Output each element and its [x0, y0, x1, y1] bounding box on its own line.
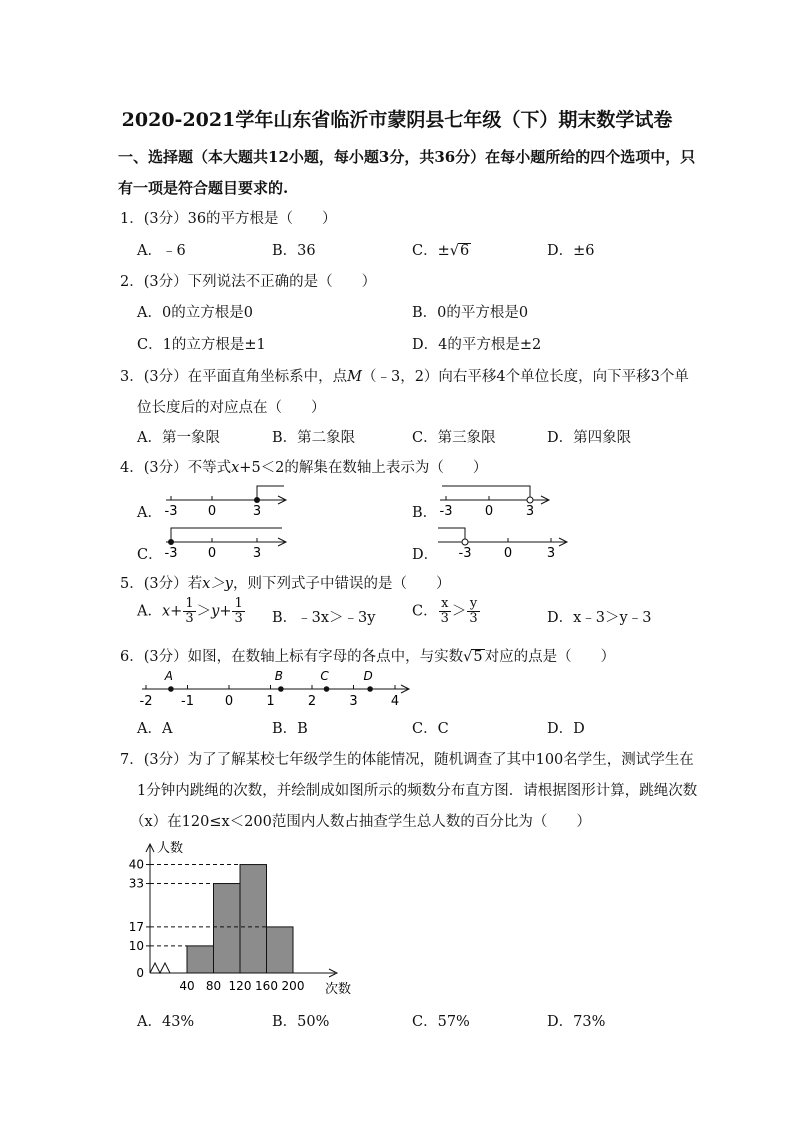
histogram-bar [214, 884, 241, 973]
q6-option-c[interactable]: C．C [412, 721, 449, 737]
fraction-x-over-3 [439, 597, 451, 626]
q4-var-x: x [231, 460, 240, 476]
tick-label-3: 3 [252, 504, 262, 519]
q7-option-c[interactable]: C．57% [412, 1014, 470, 1030]
q4-option-d[interactable]: D． [412, 547, 439, 563]
x-tick-label: 200 [281, 979, 305, 993]
q2-option-b[interactable]: B．0的平方根是0 [412, 305, 529, 321]
q3-option-c[interactable]: C．第三象限 [412, 430, 496, 446]
q4-stem-text-b: +5＜2的解集在数轴上表示为（ ） [239, 460, 488, 476]
axis-tick-label: 4 [390, 694, 400, 709]
frac-den: 3 [185, 611, 194, 626]
q7-stem-line1: 7．(3分）为了了解某校七年级学生的体能情况，随机调查了其中100名学生，测试学生在 [120, 752, 694, 768]
sqrt-sign: √ [463, 649, 473, 665]
q5-stem-text-a: 5．(3分）若 [120, 576, 203, 592]
plus-sign: + [170, 603, 183, 620]
var-y: y [211, 603, 220, 620]
q1-option-c-radicand: 6 [460, 243, 470, 259]
axis-tick-label: -1 [181, 694, 194, 709]
open-dot [462, 539, 468, 545]
var-x: x [161, 603, 171, 620]
y-tick-label: 33 [128, 876, 144, 891]
fraction-one-third [232, 597, 244, 626]
q1-option-b[interactable]: B．36 [272, 243, 316, 259]
q1-option-c-prefix: C．± [412, 243, 450, 259]
tick-label-0: 0 [207, 546, 217, 561]
point-label-c: C [320, 669, 329, 683]
y-tick-label: 40 [128, 857, 144, 872]
q3-option-a[interactable]: A．第一象限 [137, 430, 220, 446]
x-axis-label: 次数 [325, 982, 352, 997]
q7-option-b[interactable]: B．50% [272, 1014, 330, 1030]
solution-ray [442, 486, 530, 500]
tick-label-3: 3 [546, 546, 556, 561]
q5-c-prefix: C． [412, 603, 438, 620]
q2-option-c[interactable]: C．1的立方根是±1 [137, 337, 266, 353]
q5-option-c[interactable] [412, 597, 481, 626]
q1-option-a[interactable]: A．﹣6 [137, 243, 186, 259]
q6-numberline [138, 668, 418, 708]
q6-stem-text-a: 6．(3分）如图，在数轴上标有字母的各点中，与实数 [120, 649, 464, 665]
y-tick-label: 17 [128, 919, 144, 934]
q4-stem-text-a: 4．(3分）不等式 [120, 460, 232, 476]
q5-relation: x＞y [202, 576, 233, 592]
solution-ray [438, 528, 465, 542]
origin-label: 0 [136, 966, 144, 980]
point-a [168, 686, 174, 692]
axis-tick-label: 1 [266, 694, 275, 709]
q5-option-a[interactable] [137, 597, 246, 626]
x-tick-label: 80 [205, 979, 222, 993]
q4-stem [120, 456, 487, 477]
point-b [278, 686, 284, 692]
frac-num: x [439, 597, 451, 612]
point-label-d: D [363, 669, 373, 683]
point-c [324, 686, 330, 692]
solution-ray [257, 486, 284, 500]
q5-a-prefix: A． [137, 603, 162, 620]
axis-tick-label: 0 [224, 694, 234, 709]
fraction-one-third [183, 597, 195, 626]
q6-option-a[interactable]: A．A [137, 721, 173, 737]
frac-num: 1 [185, 596, 194, 611]
axis-break-zigzag [150, 963, 170, 973]
closed-dot [168, 539, 174, 545]
q3-option-d[interactable]: D．第四象限 [547, 430, 632, 446]
q4-option-b[interactable]: B． [412, 505, 438, 521]
q7-stem-line3: （x）在120≤x＜200范围内人数占抽查学生总人数的百分比为（ ） [130, 814, 591, 830]
gt-sign: ＞ [196, 603, 212, 620]
q4-option-a[interactable]: A． [137, 505, 162, 521]
q7-stem-line2: 1分钟内跳绳的次数，并绘制成如图所示的频数分布直方图．请根据图形计算，跳绳次数 [137, 783, 698, 799]
q6-option-d[interactable]: D．D [547, 721, 585, 737]
q1-option-c[interactable] [412, 239, 471, 260]
tick-label-neg3: -3 [439, 504, 453, 519]
section-heading-line2: 有一项是符合题目要求的. [118, 179, 289, 197]
q3-stem-line2: 位长度后的对应点在（ ） [137, 400, 326, 416]
q7-option-a[interactable]: A．43% [137, 1014, 195, 1030]
axis-tick-label: 3 [349, 694, 358, 709]
point-group [164, 669, 373, 692]
q7-histogram [128, 835, 375, 997]
q6-stem [120, 645, 615, 666]
sqrt-sign: √ [449, 243, 459, 259]
q1-stem: 1．(3分）36的平方根是（ ） [120, 211, 337, 227]
gt-sign: ＞ [451, 603, 467, 620]
q6-option-b[interactable]: B．B [272, 721, 308, 737]
q2-option-d[interactable]: D．4的平方根是±2 [412, 337, 542, 353]
x-tick-label: 120 [228, 979, 252, 993]
x-tick-label: 40 [179, 979, 195, 993]
frac-num: y [467, 597, 479, 612]
solution-ray [171, 528, 282, 542]
q5-stem-text-b: ，则下列式子中错误的是（ ） [232, 576, 451, 592]
fraction-y-over-3 [467, 597, 479, 626]
closed-dot [254, 497, 260, 503]
q2-option-a[interactable]: A．0的立方根是0 [137, 305, 253, 321]
q3-stem-text-b: （﹣3，2）向右平移4个单位长度，向下平移3个单 [361, 369, 689, 385]
q3-stem-line1 [120, 365, 689, 386]
tick-label-neg3: -3 [164, 504, 178, 519]
q5-option-d[interactable]: D．x﹣3＞y﹣3 [547, 610, 652, 626]
frac-den: 3 [234, 611, 243, 626]
y-axis-label: 人数 [157, 841, 184, 856]
histogram-layer [129, 840, 351, 997]
q4-option-c[interactable]: C． [137, 547, 163, 563]
q1-option-d[interactable]: D．±6 [547, 243, 595, 259]
tick-label-neg3: -3 [458, 546, 472, 561]
tick-label-0: 0 [503, 546, 513, 561]
frac-num: 1 [234, 596, 243, 611]
x-tick-label: 160 [255, 979, 278, 993]
paper-title: 2020-2021学年山东省临沂市蒙阴县七年级（下）期末数学试卷 [121, 109, 673, 131]
point-label-b: B [274, 669, 283, 683]
histogram-bar [267, 927, 294, 973]
q4-numberline-a [160, 482, 300, 518]
y-tick-label: 10 [128, 938, 144, 953]
histogram-bar [187, 946, 214, 973]
section-heading-line1: 一、选择题（本大题共12小题，每小题3分，共36分）在每小题所给的四个选项中，只 [118, 148, 696, 166]
tick-label-3: 3 [525, 504, 535, 519]
q4-numberline-c [160, 524, 300, 560]
plus-sign: + [219, 603, 232, 620]
axis-tick-label: 2 [307, 694, 317, 709]
q5-stem [120, 572, 450, 593]
tick-label-0: 0 [207, 504, 217, 519]
tick-label-0: 0 [484, 504, 494, 519]
q7-option-d[interactable]: D．73% [547, 1014, 606, 1030]
tick-label-neg3: -3 [164, 546, 178, 561]
frac-den: 3 [469, 611, 478, 626]
histogram-bar [240, 865, 267, 973]
q3-option-b[interactable]: B．第二象限 [272, 430, 356, 446]
point-label-a: A [164, 669, 174, 683]
q3-stem-text-a: 3．(3分）在平面直角坐标系中，点 [120, 369, 348, 385]
tick-label-3: 3 [252, 546, 262, 561]
open-dot [527, 497, 533, 503]
q4-numberline-b [430, 482, 560, 518]
q3-point-m: M [347, 369, 362, 385]
frac-den: 3 [440, 611, 449, 626]
q5-option-b[interactable]: B．﹣3x＞﹣3y [272, 610, 376, 626]
q2-stem: 2．(3分）下列说法不正确的是（ ） [120, 274, 377, 290]
q6-stem-text-b: 对应的点是（ ） [484, 649, 616, 665]
q4-numberline-d [430, 524, 575, 560]
point-d [367, 686, 373, 692]
q6-radicand: 5 [473, 649, 483, 665]
axis-tick-label: -2 [139, 694, 153, 709]
